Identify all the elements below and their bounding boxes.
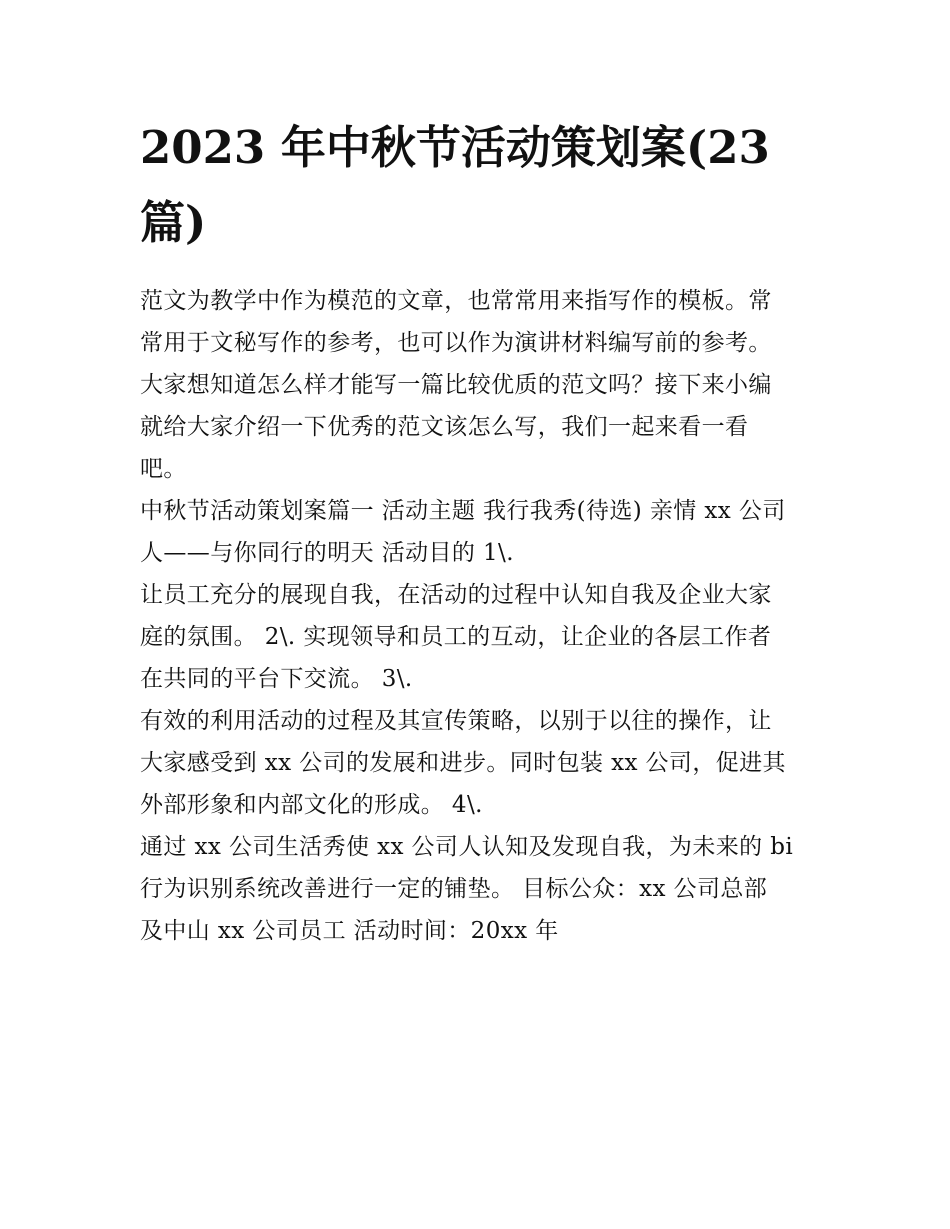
paragraph-intro [140,280,820,490]
title-line: 篇) [140,196,207,249]
text-line: 行为识别系统改善进行一定的铺垫。 目标公众：xx 公司总部 [140,876,768,902]
text-line: 就给大家介绍一下优秀的范文该怎么写，我们一起来看一看 [140,414,749,440]
text-line: 大家感受到 xx 公司的发展和进步。同时包装 xx 公司，促进其 [140,750,786,776]
text-line: 在共同的平台下交流。 3\. [140,666,413,692]
text-line: 吧。 [140,456,187,482]
paragraph-goal-3 [140,700,820,826]
text-line: 范文为教学中作为模范的文章，也常常用来指写作的模板。常 [140,288,772,314]
text-line: 外部形象和内部文化的形成。 4\. [140,792,483,818]
document-body [140,280,820,952]
text-line: 让员工充分的展现自我，在活动的过程中认知自我及企业大家 [140,582,772,608]
text-line: 大家想知道怎么样才能写一篇比较优质的范文吗？接下来小编 [140,372,772,398]
text-line: 人——与你同行的明天 活动目的 1\. [140,540,514,566]
page-title [140,110,820,260]
text-line: 常用于文秘写作的参考，也可以作为演讲材料编写前的参考。 [140,330,772,356]
text-line: 通过 xx 公司生活秀使 xx 公司人认知及发现自我，为未来的 bi [140,834,794,860]
paragraph-theme [140,490,820,574]
title-line: 2023 年中秋节活动策划案(23 [140,121,770,174]
paragraph-goal-4 [140,826,820,952]
text-line: 中秋节活动策划案篇一 活动主题 我行我秀(待选) 亲情 xx 公司 [140,498,786,524]
text-line: 有效的利用活动的过程及其宣传策略，以别于以往的操作，让 [140,708,772,734]
text-line: 庭的氛围。 2\. 实现领导和员工的互动，让企业的各层工作者 [140,624,772,650]
paragraph-goal-1 [140,574,820,700]
text-line: 及中山 xx 公司员工 活动时间：20xx 年 [140,918,559,944]
